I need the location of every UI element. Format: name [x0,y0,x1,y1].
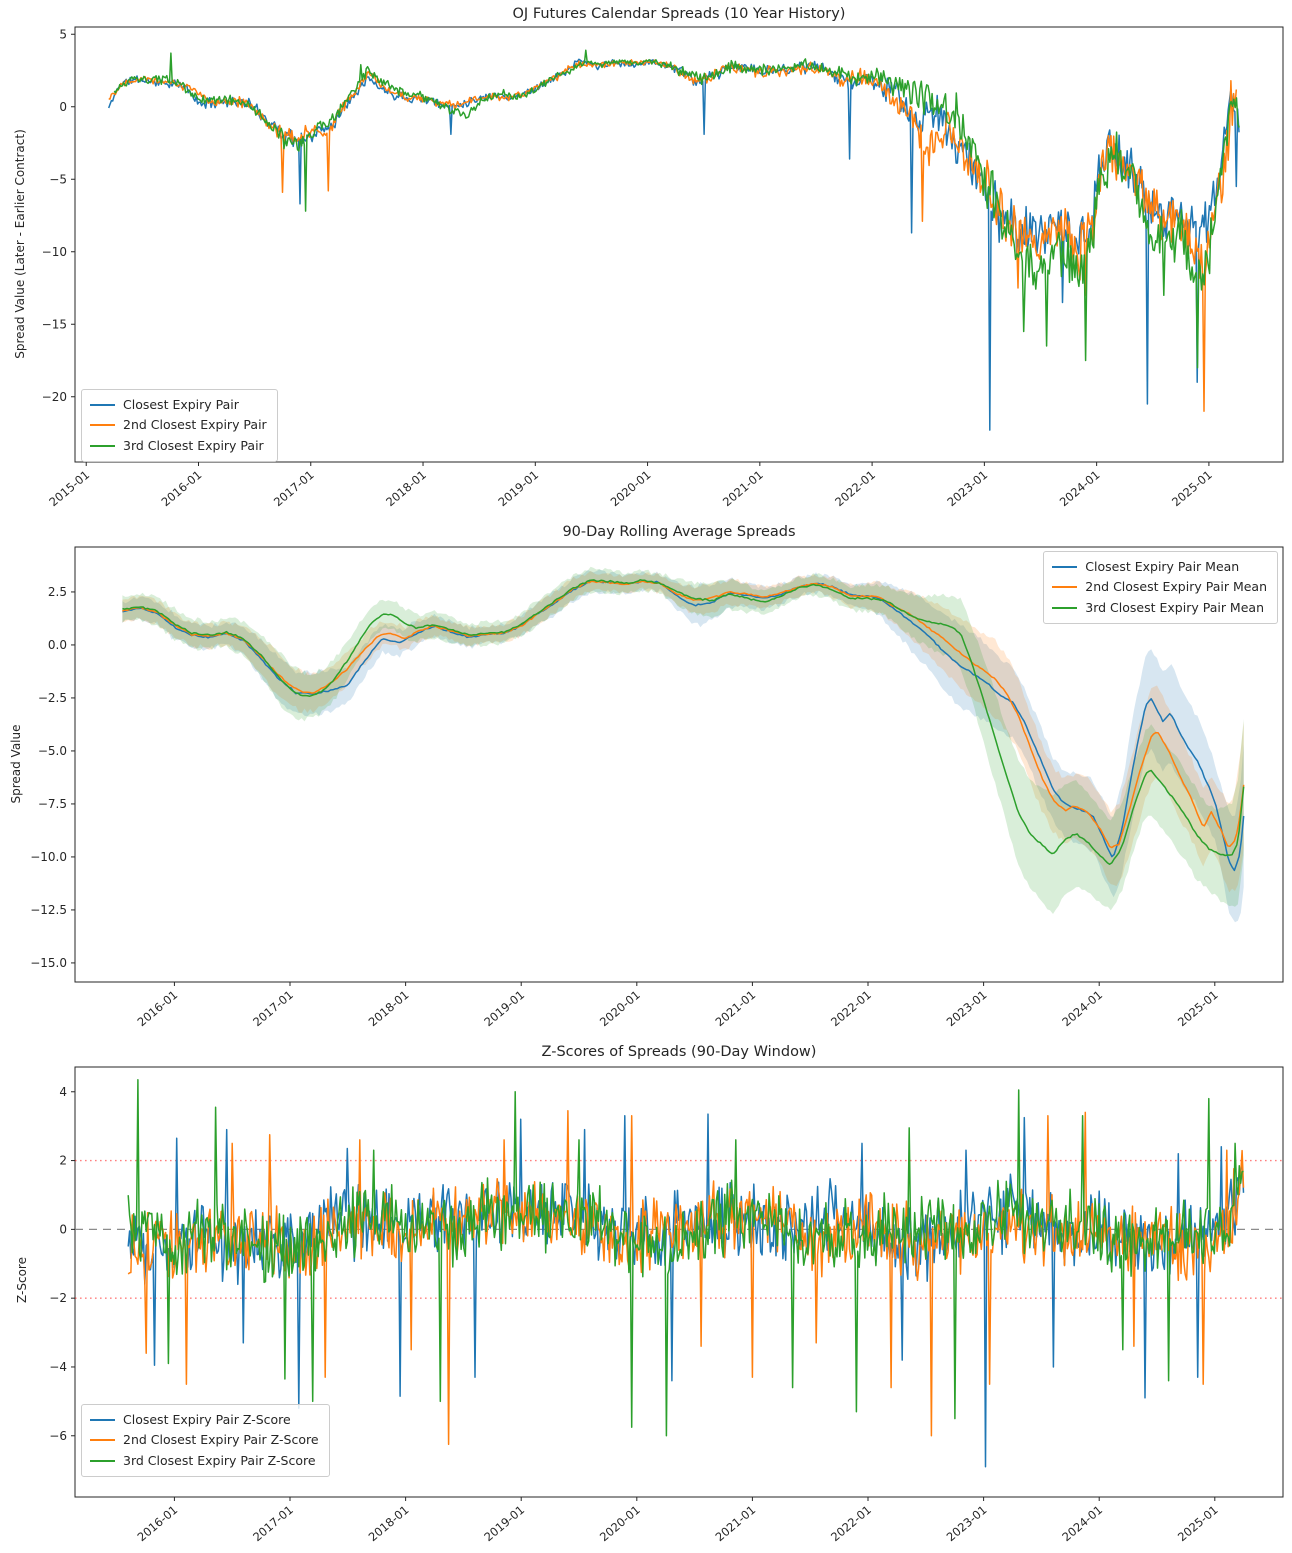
x-tick-label: 2022-01 [828,987,874,1030]
y-axis-label: Z-Score [15,1257,29,1303]
chart-title: 90-Day Rolling Average Spreads [562,524,796,540]
legend-label: 3rd Closest Expiry Pair [123,437,264,453]
y-tick-label: −6 [49,1428,67,1443]
y-tick-label: −12.5 [30,902,67,917]
x-tick-label: 2025-01 [1169,467,1215,510]
chart-title: Z-Scores of Spreads (90-Day Window) [541,1044,817,1060]
y-tick-label: 5 [59,27,67,42]
calendar-spreads-legend [81,389,278,462]
series-line-3rd-closest-expiry-pair-z-score [128,1080,1243,1436]
legend-label: 3rd Closest Expiry Pair Z-Score [123,1452,316,1468]
legend-label: 2nd Closest Expiry Pair [123,417,267,433]
y-tick-label: −15.0 [30,955,67,970]
x-tick-label: 2020-01 [607,467,654,510]
x-tick-label: 2017-01 [250,987,296,1030]
legend-item [90,436,267,456]
legend-label: Closest Expiry Pair Mean [1085,559,1240,574]
x-tick-label: 2020-01 [596,1502,643,1545]
legend-item [90,395,267,415]
series-line-3rd-closest-expiry-pair [114,50,1239,368]
x-tick-label: 2021-01 [712,987,759,1030]
y-axis-label: Spread Value (Later - Earlier Contract) [13,129,27,359]
legend-line-swatch [90,424,115,426]
legend-line-swatch [90,404,115,406]
x-tick-label: 2018-01 [365,1502,412,1545]
legend-item [1052,577,1267,597]
legend-label: 2nd Closest Expiry Pair Mean [1085,579,1267,595]
y-tick-label: 2 [59,1153,67,1168]
legend-line-swatch [90,1419,115,1421]
x-tick-label: 2023-01 [943,1502,990,1545]
x-tick-label: 2017-01 [250,1502,296,1545]
legend-label: Closest Expiry Pair Z-Score [123,1412,291,1427]
series-line-closest-expiry-pair [109,59,1239,430]
z-scores-legend [81,1404,330,1477]
y-tick-label: 0.0 [47,637,67,652]
x-tick-label: 2024-01 [1059,1502,1106,1545]
y-tick-label: −10 [41,244,67,259]
legend-item [1052,598,1267,618]
legend-line-swatch [1052,586,1077,588]
x-tick-label: 2016-01 [158,467,205,510]
y-tick-label: 0 [59,99,67,114]
y-tick-label: −20 [41,389,67,404]
x-tick-label: 2025-01 [1174,1502,1221,1545]
x-tick-label: 2016-01 [134,1502,181,1545]
x-tick-label: 2016-01 [134,987,181,1030]
x-tick-label: 2019-01 [495,467,542,510]
x-tick-label: 2017-01 [270,467,317,510]
x-tick-label: 2018-01 [383,467,429,510]
x-tick-label: 2019-01 [481,987,528,1030]
x-tick-label: 2023-01 [944,467,991,510]
x-tick-label: 2025-01 [1174,987,1221,1030]
y-tick-label: −15 [41,317,67,332]
y-tick-label: −5 [49,172,67,187]
legend-item [90,415,267,435]
legend-line-swatch [90,445,115,447]
x-tick-label: 2022-01 [832,467,879,510]
legend-label: 3rd Closest Expiry Pair Mean [1085,599,1264,615]
chart-title: OJ Futures Calendar Spreads (10 Year History) [512,6,846,22]
x-tick-label: 2020-01 [596,987,643,1030]
y-tick-label: −5.0 [37,743,67,758]
y-tick-label: −10.0 [30,849,67,864]
y-tick-label: −2.5 [37,690,67,705]
y-tick-label: 2.5 [47,584,67,599]
legend-line-swatch [90,1460,115,1462]
legend-item [90,1451,319,1471]
x-tick-label: 2018-01 [365,987,412,1030]
legend-line-swatch [90,1439,115,1441]
legend-line-swatch [1052,607,1077,609]
rolling-average-legend [1043,551,1278,624]
legend-label: 2nd Closest Expiry Pair Z-Score [123,1432,319,1448]
x-tick-label: 2023-01 [943,987,990,1030]
legend-item [1052,557,1267,577]
y-tick-label: −2 [49,1291,67,1306]
legend-item [90,1430,319,1450]
legend-line-swatch [1052,566,1077,568]
x-tick-label: 2021-01 [712,1502,759,1545]
y-tick-label: −7.5 [37,796,67,811]
x-tick-label: 2024-01 [1059,987,1106,1030]
y-axis-label: Spread Value [9,724,23,804]
y-tick-label: −4 [49,1359,67,1374]
legend-label: Closest Expiry Pair [123,397,239,412]
y-tick-label: 0 [59,1222,67,1237]
x-tick-label: 2019-01 [481,1502,528,1545]
x-tick-label: 2015-01 [46,467,93,510]
x-tick-label: 2022-01 [828,1502,874,1545]
legend-item [90,1410,319,1430]
y-tick-label: 4 [59,1084,67,1099]
x-tick-label: 2021-01 [719,467,766,510]
x-tick-label: 2024-01 [1056,467,1103,510]
series-line-2nd-closest-expiry-pair [109,60,1237,412]
